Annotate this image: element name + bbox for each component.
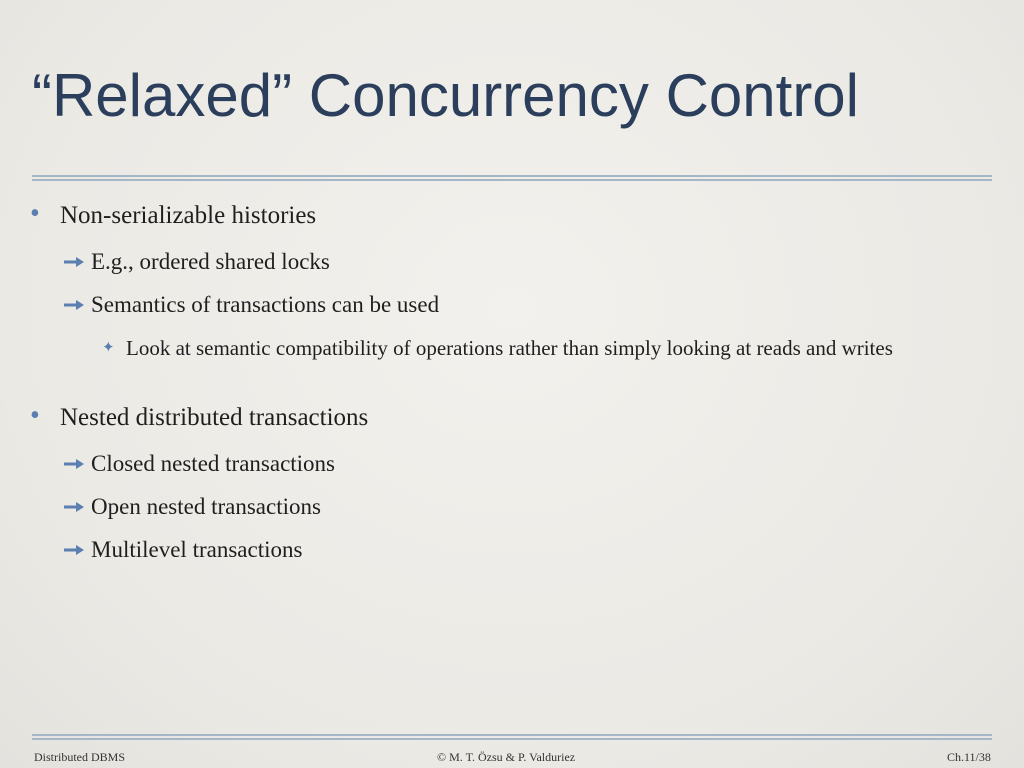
bullet-item: Non-serializable histories	[60, 202, 317, 229]
footer-course-label: Distributed DBMS	[34, 750, 126, 764]
right-arrow-icon	[64, 544, 84, 556]
right-arrow-icon	[64, 299, 84, 311]
right-arrow-icon	[64, 256, 84, 268]
sub-bullet-item: E.g., ordered shared locks	[91, 249, 330, 274]
right-arrow-icon	[64, 501, 84, 513]
footer-page-number: Ch.11/38	[947, 750, 991, 764]
sub-bullet-item: Open nested transactions	[91, 494, 321, 519]
sub-bullet-item: Closed nested transactions	[91, 451, 336, 476]
sub-sub-bullet-item: Look at semantic compatibility of operations rather than simply looking at reads and writes	[126, 336, 893, 360]
four-point-star-icon: ✦	[102, 340, 115, 356]
sub-bullet-item: Semantics of transactions can be used	[91, 292, 440, 317]
slide-title: “Relaxed” Concurrency Control	[32, 62, 859, 129]
right-arrow-icon	[64, 458, 84, 470]
bullet-item: Nested distributed transactions	[60, 404, 369, 431]
footer-copyright: © M. T. Özsu & P. Valduriez	[437, 750, 576, 764]
bullet-dot-icon: •	[30, 400, 40, 431]
sub-bullet-item: Multilevel transactions	[91, 537, 303, 562]
bullet-dot-icon: •	[30, 198, 40, 229]
footer-divider	[32, 734, 992, 740]
